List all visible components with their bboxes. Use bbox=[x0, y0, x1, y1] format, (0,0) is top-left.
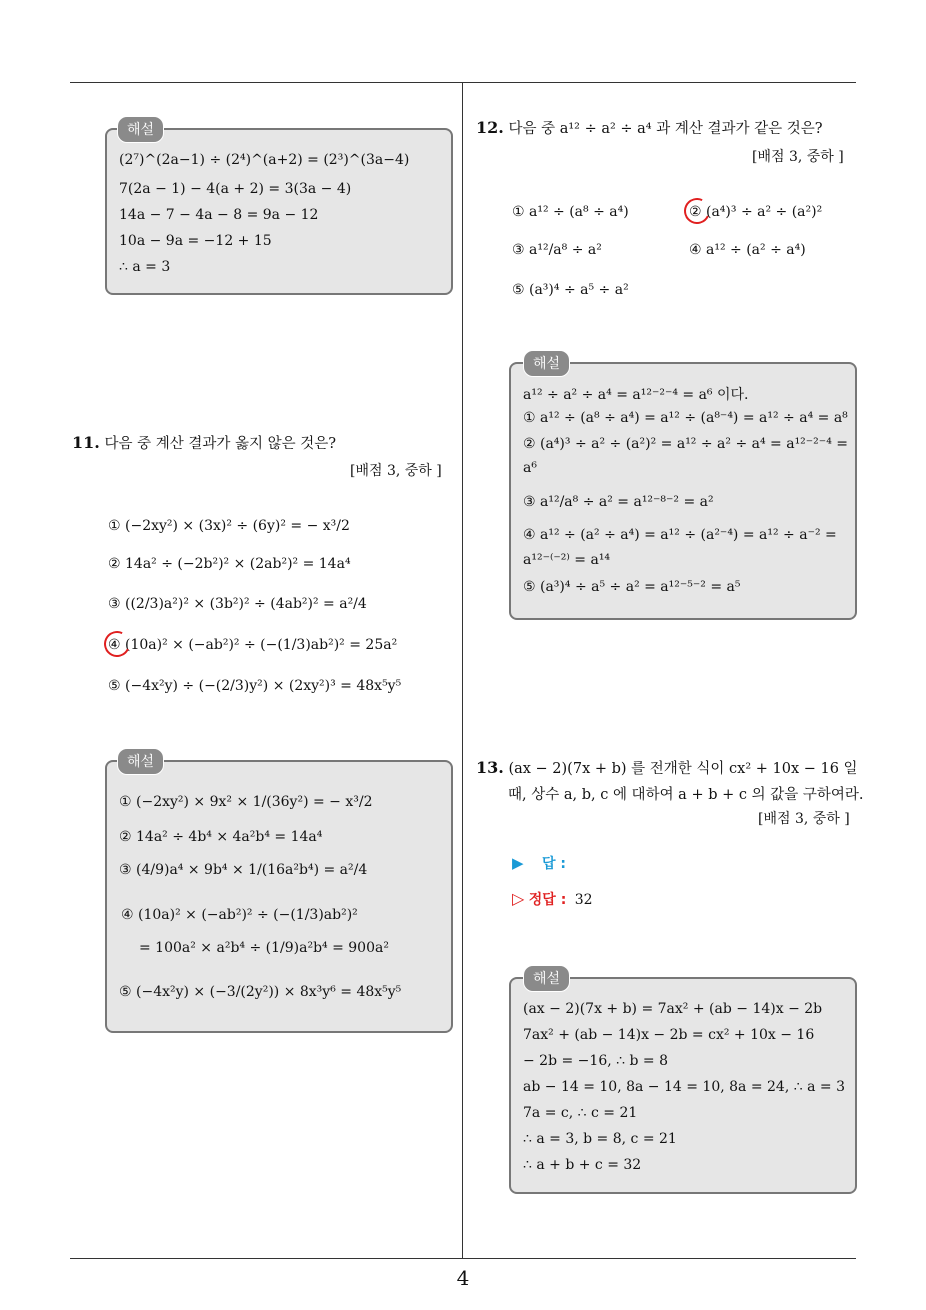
question-stem: 다음 중 a¹² ÷ a² ÷ a⁴ 과 계산 결과가 같은 것은? bbox=[508, 121, 823, 137]
option-3[interactable]: ③ a¹²/a⁸ ÷ a² bbox=[512, 242, 602, 258]
solution-line: a⁶ bbox=[523, 460, 537, 476]
option-5[interactable]: ⑤ (−4x²y) ÷ (−(2/3)y²) × (2xy²)³ = 48x⁵y⁵ bbox=[108, 678, 402, 694]
solution-line: ④ (10a)² × (−ab²)² ÷ (−(1/3)ab²)² bbox=[121, 907, 358, 923]
solution-line: ∴ a = 3 bbox=[119, 259, 171, 275]
solution-line: ② (a⁴)³ ÷ a² ÷ (a²)² = a¹² ÷ a² ÷ a⁴ = a¹²⁻²⁻⁴ = bbox=[523, 436, 848, 452]
answer-label: 답 : bbox=[542, 856, 566, 872]
option-1[interactable]: ① (−2xy²) × (3x)² ÷ (6y)² = − x³/2 bbox=[108, 518, 350, 534]
page-number: 4 bbox=[456, 1266, 470, 1290]
outline-arrow-icon: ▷ bbox=[512, 889, 525, 908]
solution-line: ∴ a + b + c = 32 bbox=[523, 1157, 642, 1173]
question-11-meta: [배점 3, 중하 ] bbox=[350, 463, 442, 479]
solution-line: (ax − 2)(7x + b) = 7ax² + (ab − 14)x − 2b bbox=[523, 1001, 823, 1017]
solution-line: a¹²⁻⁽⁻²⁾ = a¹⁴ bbox=[523, 552, 611, 568]
selected-answer-mark bbox=[100, 627, 133, 660]
solution-line: 14a − 7 − 4a − 8 = 9a − 12 bbox=[119, 207, 319, 223]
solution-line: = 100a² × a²b⁴ ÷ (1/9)a²b⁴ = 900a² bbox=[139, 940, 389, 956]
solution-line: 10a − 9a = −12 + 15 bbox=[119, 233, 272, 249]
solution-line: ab − 14 = 10, 8a − 14 = 10, 8a = 24, ∴ a = 3 bbox=[523, 1079, 845, 1095]
question-13-text-line2: 때, 상수 a, b, c 에 대하여 a + b + c 의 값을 구하여라. bbox=[508, 787, 864, 803]
selected-answer-mark bbox=[680, 194, 713, 227]
question-12-meta: [배점 3, 중하 ] bbox=[752, 149, 844, 165]
solution-line: (2⁷)^(2a−1) ÷ (2⁴)^(a+2) = (2³)^(3a−4) bbox=[119, 152, 410, 168]
option-2[interactable]: ② 14a² ÷ (−2b²)² × (2ab²)² = 14a⁴ bbox=[108, 556, 351, 572]
answer-row bbox=[512, 853, 566, 873]
question-number: 13. bbox=[476, 758, 504, 777]
question-number: 12. bbox=[476, 118, 504, 137]
solution-line: ⑤ (a³)⁴ ÷ a⁵ ÷ a² = a¹²⁻⁵⁻² = a⁵ bbox=[523, 579, 741, 595]
solution-line: 7a = c, ∴ c = 21 bbox=[523, 1105, 638, 1121]
bottom-rule bbox=[70, 1258, 856, 1259]
question-13-text bbox=[476, 757, 858, 778]
question-number: 11. bbox=[72, 433, 100, 452]
option-3[interactable]: ③ ((2/3)a²)² × (3b²)² ÷ (4ab²)² = a²/4 bbox=[108, 596, 367, 612]
solution-box-13 bbox=[509, 977, 857, 1194]
solution-tag: 해설 bbox=[523, 350, 570, 377]
solution-tag: 해설 bbox=[117, 116, 164, 143]
option-4[interactable]: ④ a¹² ÷ (a² ÷ a⁴) bbox=[689, 242, 806, 258]
solution-tag: 해설 bbox=[117, 748, 164, 775]
solution-tag: 해설 bbox=[523, 965, 570, 992]
solution-line: ② 14a² ÷ 4b⁴ × 4a²b⁴ = 14a⁴ bbox=[119, 829, 323, 845]
top-rule bbox=[70, 82, 856, 83]
solution-box-10 bbox=[105, 128, 453, 295]
solution-line: ① a¹² ÷ (a⁸ ÷ a⁴) = a¹² ÷ (a⁸⁻⁴) = a¹² ÷ a⁴ = a⁸ bbox=[523, 410, 848, 426]
option-4[interactable]: ④ (10a)² × (−ab²)² ÷ (−(1/3)ab²)² = 25a² bbox=[108, 637, 398, 653]
correct-answer-value: 32 bbox=[574, 892, 593, 908]
correct-answer-row bbox=[512, 889, 593, 909]
question-stem: (ax − 2)(7x + b) 를 전개한 식이 cx² + 10x − 16 일 bbox=[508, 761, 858, 777]
column-divider bbox=[462, 82, 463, 1259]
solution-line: ⑤ (−4x²y) × (−3/(2y²)) × 8x³y⁶ = 48x⁵y⁵ bbox=[119, 984, 402, 1000]
solution-line: 7(2a − 1) − 4(a + 2) = 3(3a − 4) bbox=[119, 181, 352, 197]
solution-line: ∴ a = 3, b = 8, c = 21 bbox=[523, 1131, 677, 1147]
solution-line: ③ a¹²/a⁸ ÷ a² = a¹²⁻⁸⁻² = a² bbox=[523, 494, 714, 510]
play-arrow-icon: ▶ bbox=[512, 854, 524, 872]
question-13-meta: [배점 3, 중하 ] bbox=[758, 811, 850, 827]
option-5[interactable]: ⑤ (a³)⁴ ÷ a⁵ ÷ a² bbox=[512, 282, 629, 298]
solution-line: ① (−2xy²) × 9x² × 1/(36y²) = − x³/2 bbox=[119, 794, 373, 810]
correct-answer-label: 정답 : bbox=[528, 892, 567, 908]
solution-box-11 bbox=[105, 760, 453, 1033]
option-1[interactable]: ① a¹² ÷ (a⁸ ÷ a⁴) bbox=[512, 204, 629, 220]
solution-line: 7ax² + (ab − 14)x − 2b = cx² + 10x − 16 bbox=[523, 1027, 815, 1043]
solution-line: a¹² ÷ a² ÷ a⁴ = a¹²⁻²⁻⁴ = a⁶ 이다. bbox=[523, 387, 749, 403]
question-12-text bbox=[476, 117, 823, 138]
question-11-text bbox=[72, 432, 336, 453]
solution-line: − 2b = −16, ∴ b = 8 bbox=[523, 1053, 668, 1069]
solution-line: ③ (4/9)a⁴ × 9b⁴ × 1/(16a²b⁴) = a²/4 bbox=[119, 862, 368, 878]
question-stem: 다음 중 계산 결과가 옳지 않은 것은? bbox=[104, 436, 336, 452]
option-2[interactable]: ② (a⁴)³ ÷ a² ÷ (a²)² bbox=[689, 204, 823, 220]
solution-box-12 bbox=[509, 362, 857, 620]
solution-line: ④ a¹² ÷ (a² ÷ a⁴) = a¹² ÷ (a²⁻⁴) = a¹² ÷ a⁻² = bbox=[523, 527, 837, 543]
